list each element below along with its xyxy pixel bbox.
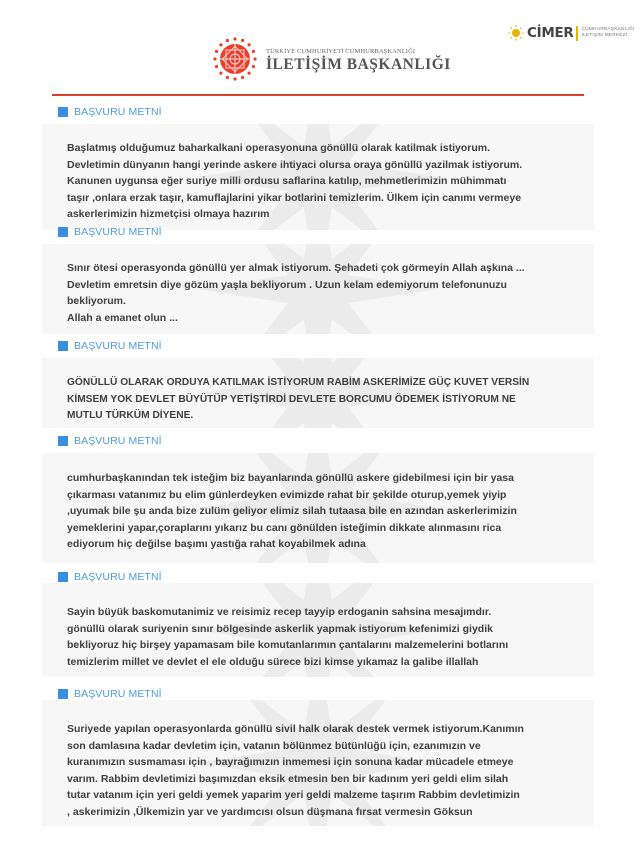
- application-text: GÖNÜLLÜ OLARAK ORDUYA KATILMAK İSTİYORUM RABİM ASKERİMİZE GÜÇ KUVET VERSİN KİMSEM YOK DEVLET BÜYÜTÜP YETİŞTİRDİ DEVLETE BORCUMU ÖDEMEK İSTİYORUM NE MUTLU TÜRKÜM DİYENE.: [67, 377, 530, 421]
- org-subtitle: TÜRKİYE CUMHURİYETİ CUMHURBAŞKANLIĞI: [266, 48, 416, 55]
- section-heading: BAŞVURU METNİ: [42, 224, 594, 240]
- section-heading: BAŞVURU METNİ: [42, 686, 594, 702]
- application-section: [42, 686, 594, 821]
- org-title: İLETİŞİM BAŞKANLIĞI: [266, 56, 451, 73]
- square-bullet-icon: [58, 689, 68, 699]
- cimer-subtitle: CUMHURBAŞKANLIĞI İLETİŞİM MERKEZİ: [581, 27, 635, 38]
- section-heading: BAŞVURU METNİ: [42, 433, 594, 449]
- cimer-wordmark: CİMER: [527, 25, 574, 41]
- application-text: Sınır ötesi operasyonda gönüllü yer almak istiyorum. Şehadeti çok görmeyin Allah aşkına ... Devletim emretsin diye gözüm yaşla bekliyorum . Uzun kelam edemiyorum telefonunuzu bekliyorum. Allah a emanet olun ...: [67, 262, 525, 324]
- square-bullet-icon: [58, 227, 68, 237]
- section-heading: BAŞVURU METNİ: [42, 104, 594, 120]
- header-divider: [52, 94, 584, 96]
- application-section: [42, 433, 594, 553]
- sun-icon: [508, 25, 524, 41]
- square-bullet-icon: [58, 572, 68, 582]
- application-section: [42, 338, 594, 425]
- square-bullet-icon: [58, 436, 68, 446]
- square-bullet-icon: [58, 341, 68, 351]
- square-bullet-icon: [58, 107, 68, 117]
- cimer-divider: [576, 26, 578, 41]
- application-section: [42, 104, 594, 223]
- cimer-logo: [508, 22, 635, 44]
- application-text: Sayin büyük baskomutanimiz ve reisimiz recep tayyip erdoganin sahsina mesajımdır. gönüllü olarak suriyenin sınır bölgesinde askerlik yapmak istiyorum kefenimizi giydik bekliyoruz hiç birşey yapamasam bile komutanlarımın çantalarını malzemelerini botlarını temizlerim millet ve devlet el ele olduğu sürece bizi kimse yıkamaz la galibe illallah: [67, 606, 509, 668]
- section-heading: BAŞVURU METNİ: [42, 338, 594, 354]
- application-section: [42, 569, 594, 670]
- iletisim-emblem-icon: [212, 36, 258, 82]
- application-text: Suriyede yapılan operasyonlarda gönüllü sivil halk olarak destek vermek istiyorum.Kanımın son damlasına kadar devletim için, vatanın bölünmez bütünlüğü için, ezanımızın ve kuranımızın susmaması için , bayrağımızın inmemesi için sonuna kadar mücadele etmeye varım. Rabbim devletimizi başımızdan eksik etmesin ben bir kadınım yeri geldi elim silah tutar vatanım için yeri geldi yemek yaparim yeri geldi malzeme taşırım Rabbim devletimizin , askerimizin ,Ülkemizin yar ve yardımcısı olsun düşmana fırsat vermesin Göksun: [67, 723, 524, 818]
- application-text: Başlatmış olduğumuz baharkalkani operasyonuna gönüllü olarak katilmak istiyorum. Devletimin dünyanın hangi yerinde askere ihtiyaci olursa oraya gönüllü yazilmak istiyorum. Kanunen uygunsa eğer suriye milli ordusu saflarina katılıp, mehmetlerimizin mühimmatı taşır ,onlara erzak taşır, kamuflajlarini yikar botlarini temizlerim. Ülkem için canımı vermeye askerlerimizin hizmetçisi olmaya hazırım: [67, 142, 523, 221]
- document-header: [0, 0, 640, 100]
- section-heading: BAŞVURU METNİ: [42, 569, 594, 585]
- organization-wordmark: [266, 48, 451, 74]
- application-section: [42, 224, 594, 326]
- application-text: cumhurbaşkanından tek isteğim biz bayanlarında gönüllü askere gidebilmesi için bir yasa çıkarması vatanımız bu elim günlerdeyken evimizde rahat bir şekilde oturup,yemek yiyip ,uyumak bile şu anda bize zulüm geliyor elimiz silah tutaasa bile en azından askerlerimizin yemeklerini yapar,çoraplarını yıkarız bu canı gönülden isteğimin dikkate alınmasını rica ediyorum hiç değilse başımı yastığa rahat koyabilmek adına: [67, 472, 517, 551]
